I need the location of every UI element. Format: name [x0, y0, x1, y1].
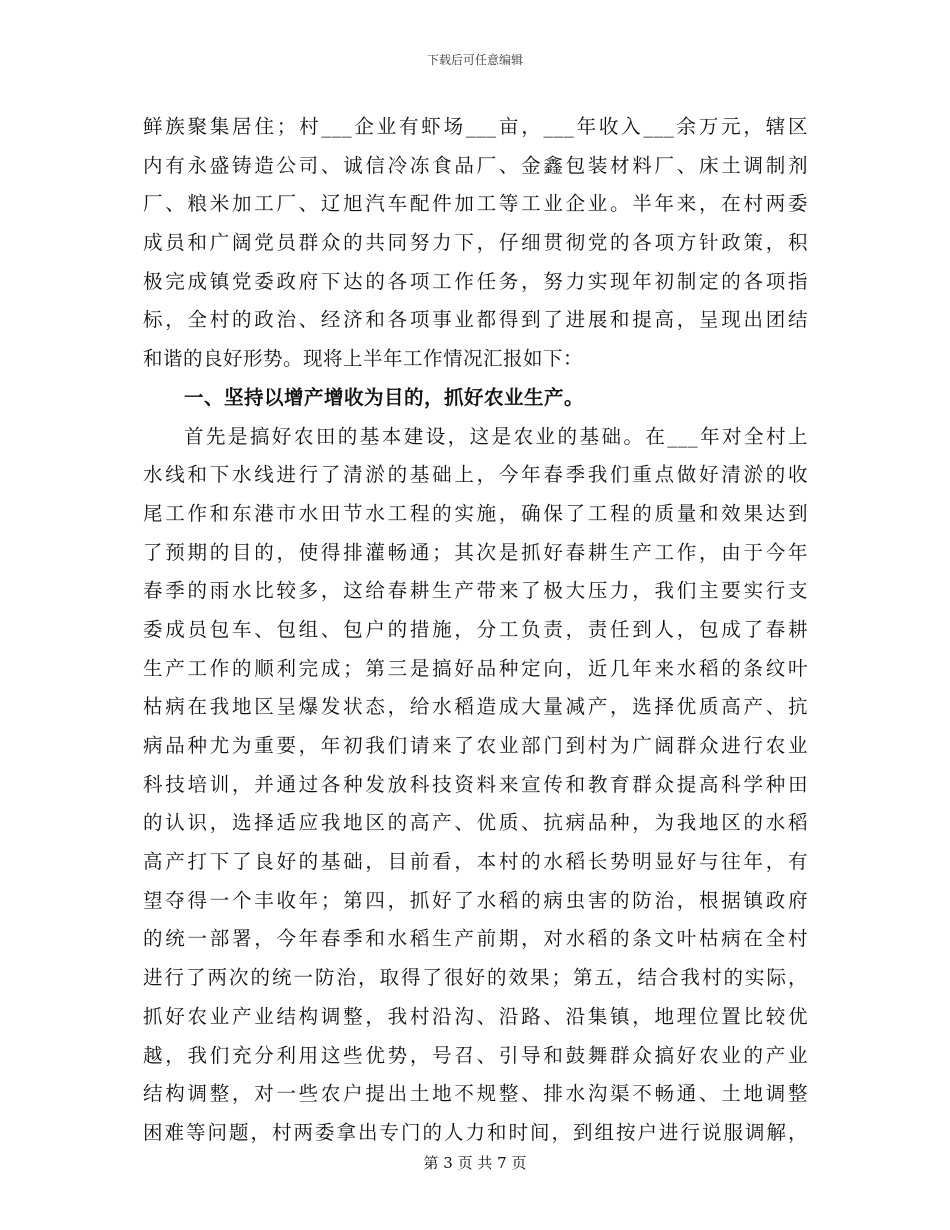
text-line: 病品种尤为重要，年初我们请来了农业部门到村为广阔群众进行农业	[143, 734, 808, 757]
text-line: 尾工作和东港市水田节水工程的实施，确保了工程的质量和效果达到	[143, 501, 808, 525]
text-line: 越，我们充分利用这些优势，号召、引导和鼓舞群众搞好农业的产业	[143, 1043, 808, 1067]
section-heading: 一、坚持以增产增收为目的，抓好农业生产。	[184, 385, 585, 409]
text-line: 和谐的良好形势。现将上半年工作情况汇报如下：	[143, 347, 584, 371]
text-line: 结构调整，对一些农户提出土地不规整、排水沟渠不畅通、土地调整	[143, 1082, 808, 1106]
text-line: 科技培训，并通过各种发放科技资料来宣传和教育群众提高科学种田	[143, 772, 808, 796]
text-line: 的认识，选择适应我地区的高产、优质、抗病品种，为我地区的水稻	[143, 811, 808, 835]
text-line: 的统一部署，今年春季和水稻生产前期，对水稻的条文叶枯病在全村	[143, 927, 808, 951]
text-line: 进行了两次的统一防治，取得了很好的效果；第五，结合我村的实际，	[143, 966, 808, 990]
text-line: 厂、粮米加工厂、辽旭汽车配件加工等工业企业。半年来，在村两委	[143, 192, 808, 216]
text-line: 高产打下了良好的基础，目前看，本村的水稻长势明显好与往年，有	[143, 850, 808, 874]
text-line: 成员和广阔党员群众的共同努力下，仔细贯彻党的各项方针政策，积	[143, 231, 808, 255]
text-line: 鲜族聚集居住；村___企业有虾场___亩，___年收入___余万元，辖区	[143, 115, 808, 138]
document-body	[143, 108, 808, 1153]
text-line: 了预期的目的，使得排灌畅通；其次是抓好春耕生产工作，由于今年	[143, 540, 808, 564]
text-line: 困难等问题，村两委拿出专门的人力和时间，到组按户进行说服调解，	[143, 1120, 808, 1144]
text-line: 春季的雨水比较多，这给春耕生产带来了极大压力，我们主要实行支	[143, 579, 808, 603]
text-line: 标，全村的政治、经济和各项事业都得到了进展和提高，呈现出团结	[143, 308, 808, 332]
text-line: 内有永盛铸造公司、诚信冷冻食品厂、金鑫包装材料厂、床土调制剂	[143, 153, 808, 177]
text-line: 生产工作的顺利完成；第三是搞好品种定向，近几年来水稻的条纹叶	[143, 656, 808, 680]
page-footer: 第 3 页 共 7 页	[423, 1154, 527, 1172]
page-header: 下载后可任意编辑	[426, 53, 523, 67]
text-line: 委成员包车、包组、包户的措施，分工负责，责任到人，包成了春耕	[143, 617, 808, 641]
text-line: 枯病在我地区呈爆发状态，给水稻造成大量减产，选择优质高产、抗	[143, 695, 808, 719]
text-line: 抓好农业产业结构调整，我村沿沟、沿路、沿集镇，地理位置比较优	[143, 1004, 808, 1028]
text-line: 水线和下水线进行了清淤的基础上，今年春季我们重点做好清淤的收	[143, 463, 808, 487]
text-line: 望夺得一个丰收年；第四，抓好了水稻的病虫害的防治，根据镇政府	[143, 888, 808, 912]
text-line: 首先是搞好农田的基本建设，这是农业的基础。在___年对全村上	[184, 424, 808, 448]
text-line: 极完成镇党委政府下达的各项工作任务，努力实现年初制定的各项指	[143, 269, 808, 293]
